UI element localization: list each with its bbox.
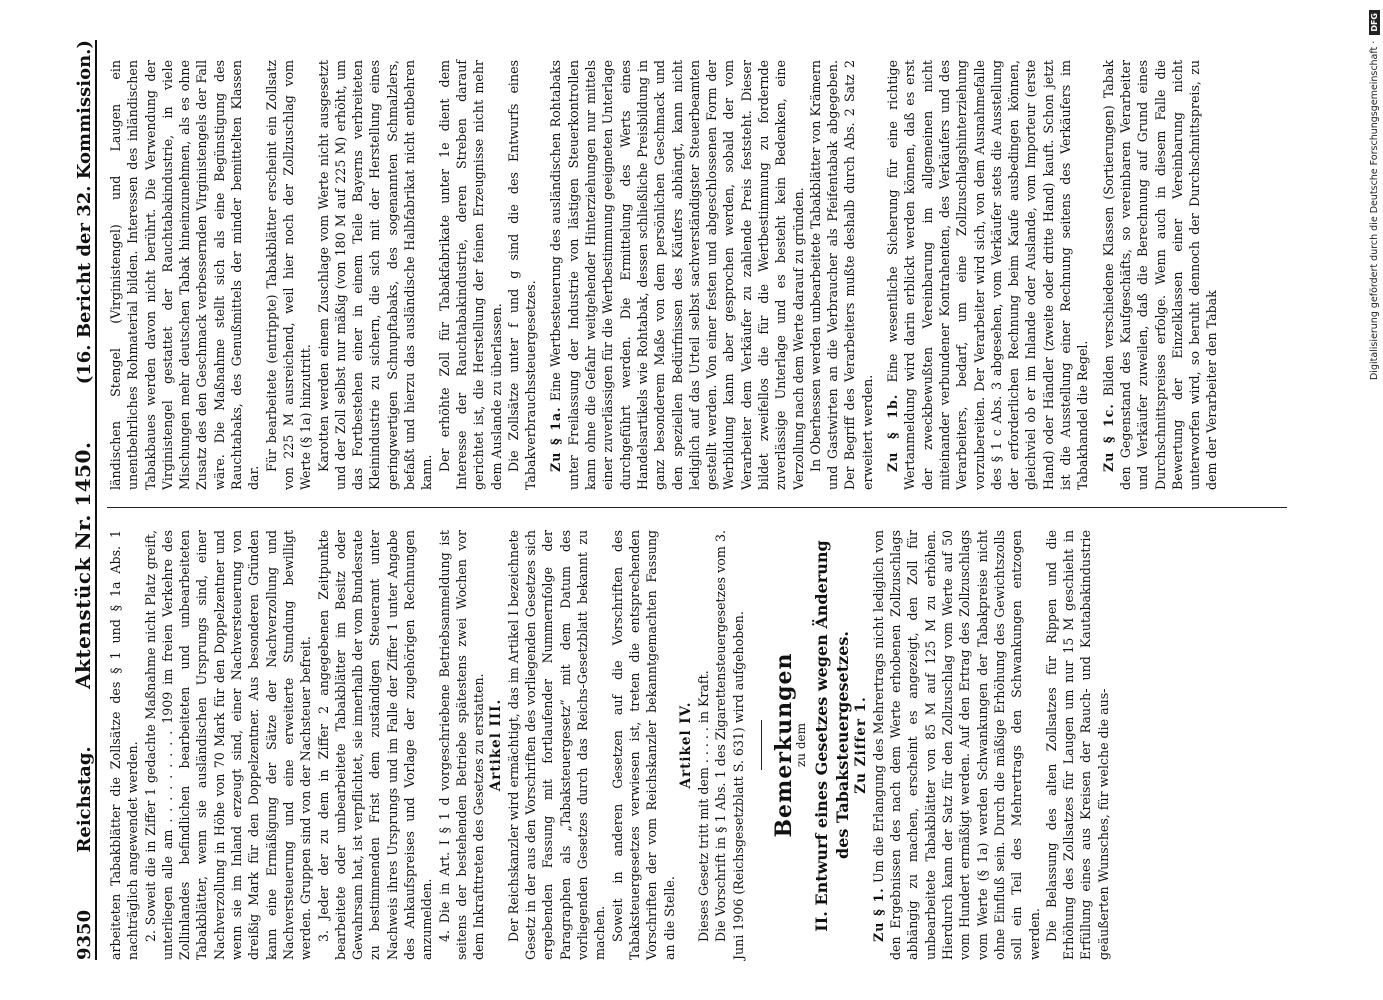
paragraph (870, 530, 1043, 960)
remarks-subheading: zu dem (794, 722, 809, 768)
paragraph: Karotten werden einem Zuschlage vom Werte nicht ausgesetzt und der Zoll selbst nur mäßig (von 180 M auf 225 M) erhöht, um das Fortbestehen einer in einem Teile Bayerns verbreiteten Kleinindustrie zu sichern, die sich mit der Herstellung eines geringwertigen Schnupftabaks, des sogenannten Schmalzlers, befaßt und hierzu das ausländische Halbfabrikat nicht entbehren kann. (315, 60, 435, 490)
article-heading: Artikel IV. (677, 701, 694, 789)
digitization-credit (1361, 0, 1383, 1000)
paragraph: 2. Soweit die in Ziffer 1 gedachte Maßnahme nicht Platz greift, unterliegen alle am . . . . . . . . . 1909 im freien Verkehre des Zollinlandes befindlichen bearbeiteten und unbearbeiteten Tabakblätter, wenn sie ausländischen Ursprungs sind, einer Nachverzollung in Höhe von 70 Mark für den Doppelzentner und wenn sie im Inland erzeugt sind, einer Nachversteuerung von dreißig Mark für den Doppelzentner. Aus besonderen Gründen kann eine Ermäßigung der Sätze der Nachverzollung und Nachversteuerung und eine erweiterte Stundung bewilligt werden. Gruppen sind von der Nachsteuer befreit. (142, 530, 314, 960)
column-divider (107, 507, 1287, 508)
paragraph: Die Vorschrift in § 1 Abs. 1 des Zigarettensteuergesetzes vom 3. Juni 1906 (Reichsgesetzblatt S. 631) wird aufgehoben. (713, 530, 746, 960)
subsection-heading: Zu Ziffer 1. (852, 696, 869, 794)
right-column (107, 60, 1221, 490)
paragraph: Der erhöhte Zoll für Tabakfabrikate unter 1e dient dem Interesse der Rauchtabakindustrie, deren Streben darauf gerichtet ist, die Herstellung der feinen Erzeugnisse nicht mehr dem Auslande zu überlassen. (436, 60, 504, 490)
paragraph: Die Zollsätze unter f und g sind die des Entwurfs eines Tabakverbrauchssteuergesetzes. (505, 60, 539, 490)
paragraph: Soweit in anderen Gesetzen auf die Vorschriften des Tabaksteuergesetzes verwiesen ist, treten die entsprechenden Vorschriften der vom Reichskanzler bekanntgemachten Fassung an die Stelle. (609, 530, 677, 960)
paragraph: Dieses Gesetz tritt mit dem . . . . . in Kraft. (696, 670, 712, 942)
publisher-label: Reichstag. (74, 746, 95, 853)
credit-text: Digitalisierung gefördert durch die Deutsche Forschungsgemeinschaft · (1368, 40, 1380, 381)
section-label: Zu § 1. (870, 887, 886, 942)
paragraph (1100, 60, 1221, 490)
paragraph: 4. Die in Art. I § 1 d vorgeschriebene Betriebsanmeldung ist seitens der bestehenden Betriebe spätestens zwei Wochen vor dem Inkrafttreten des Gesetzes zu erstatten. (436, 530, 487, 960)
paragraph (884, 60, 1092, 490)
remarks-heading: Bemerkungen (770, 652, 797, 838)
section-text: Eine Wertbesteuerung des ausländischen Rohtabaks unter Freilassung der Industrie von lästigen Steuerkontrollen kann ohne die Gefahr weitgehender Hinterziehungen nur mittels einer zuverlässigen für die Wertbestimmung geeigneten Unterlage durchgeführt werden. Die Ermittelung des Werts eines Handelsartikels wie Rohtabak, dessen schließliche Preisbildung in ganz besonderem Maße von dem persönlichen Geschmack und den speziellen Bedürfnissen des Käufers abhängt, kann nicht lediglich auf das Urteil selbst sachverständigster Steuerbeamten gestellt werden. Von einer festen und abgeschlossenen Form der Werbildung kann aber gesprochen werden, sobald der vom Verarbeiter dem Verkäufer zu zahlende Preis feststeht. Dieser bildet zweifellos die für die Wertbestimmung zu fordernde zuverlässige Unterlage und es besteht kein Bedenken, eine Verzollung nach dem Werte darauf zu gründen. (548, 60, 806, 490)
section-text: Um die Erlangung des Mehrertrags nicht lediglich von den Ergebnissen des nach dem Werte erhobenen Zollzuschlags abhängig zu machen, erscheint es angezeigt, den Zoll für unbearbeitete Tabakblätter von 85 M auf 125 M zu erhöhen. Hierdurch kann der Satz für den Zollzuschlag vom Werte auf 50 vom Hundert ermäßigt werden. Auf den Ertrag des Zollzuschlags vom Werte (§ 1a) werden Schwankungen der Tabakpreise nicht ohne Einfluß sein. Durch die mäßige Erhöhung des Gewichtszolls soll ein Teil des Mehrertrags den Schwankungen entzogen werden. (870, 530, 1042, 960)
paragraph: ländischen Stengel (Virginistengel) und Laugen ein unentbehrliches Rohmaterial bilden. Interessen des inländischen Tabakbaues werden davon nicht berührt. Die Verwendung der Virginistengel gestattet der Rauchtabakindustrie, in viele Mischungen mehr deutschen Tabak hineinzunehmen, als es ohne Zusatz des den Geschmack verbessernden Virginistengels der Fall wäre. Die Maßnahme stellt sich als eine Begünstigung des Rauchtabaks, des Genußmittels der minder bemittelten Klassen dar. (108, 60, 262, 490)
document-title: Aktenstück Nr. 1450. (71, 441, 95, 690)
section-label: Zu § 1c. (1100, 403, 1116, 472)
paragraph: Die Belassung des alten Zollsatzes für Rippen und die Erhöhung des Zollsatzes für Laugen um nur 15 M geschieht in Erfüllung eines aus Kreisen der Rauch- und Kautabakindustrie geäußerten Wunsches, für welche die aus- (1043, 530, 1111, 960)
paragraph: Der Reichskanzler wird ermächtigt, das im Artikel I bezeichnete Gesetz in der aus den Vorschriften des vorliegenden Gesetzes sich ergebenden Fassung mit fortlaufender Nummernfolge der Paragraphen als „Tabaksteuergesetz“ mit dem Datum des vorliegenden Gesetzes durch das Reichs-Gesetzblatt bekannt zu machen. (505, 530, 608, 960)
document-page (55, 40, 1315, 960)
paragraph: In Oberhessen werden unbearbeitete Tabakblätter von Krämern und Gastwirten an die Verbraucher als Pfeifentabak abgegeben. Der Begriff des Verarbeiters mußte deshalb durch Abs. 2 Satz 2 erweitert werden. (807, 60, 875, 490)
section-text: Bilden verschiedene Klassen (Sortierungen) Tabak den Gegenstand des Kaufgeschäfts, so vereinbaren Verarbeiter und Verkäufer zuweilen, daß die Berechnung auf Grund eines Durchschnittspreises erfolge. Wenn auch in diesem Falle die Bewertung der Einzelklassen einer Vereinbarung nicht unterworfen wird, so beruht dennoch der Durchschnittspreis, zu dem der Verarbeiter den Tabak (1100, 60, 1220, 490)
dfg-logo: DFG (1369, 10, 1380, 35)
left-column (107, 530, 1112, 960)
paragraph (547, 60, 806, 490)
report-title: (16. Bericht der 32. Kommission.) (74, 40, 95, 385)
section-text: Eine wesentliche Sicherung für eine richtige Wertanmeldung wird darin erblickt werden können, daß es erst der zweckbewußten Vereinbarung im allgemeinen nicht miteinander verbundener Kontrahenten, des Verkäufers und des Verarbeiters, bedarf, um eine Zollzuschlagshinterziehung vorzubereiten. Der Verarbeiter wird sich, von dem Ausnahmefalle des § 1 c Abs. 3 abgesehen, vom Verkäufer stets die Ausstellung der erforderlichen Rechnung beim Kaufe ausbedingen können, gleichviel ob er im Inlande oder Auslande, vom Importeur (erste Hand) oder Händler (zweite oder dritte Hand) kauft. Schon jetzt ist die Ausstellung einer Rechnung seitens des Verkäufers im Tabakhandel die Regel. (885, 60, 1091, 490)
credit-line (1363, 0, 1383, 1000)
page-number: 9350 (74, 909, 95, 960)
separator-rule (761, 720, 762, 770)
paragraph: 3. Jeder der zu dem in Ziffer 2 angegebenen Zeitpunkte bearbeitete oder unbearbeitete Tabakblätter im Besitz oder Gewahrsam hat, ist verpflichtet, sie innerhalb der vom Bundesrate zu bestimmenden Frist dem zuständigen Steueramt unter Nachweis ihres Ursprungs und im Falle der Ziffer 1 unter Angabe des Ankaufspreises und Vorlage der zugehörigen Rechnungen anzumelden. (315, 530, 435, 960)
article-heading: Artikel III. (487, 698, 504, 792)
page-header (55, 40, 97, 960)
section-title: II. Entwurf eines Gesetzes wegen Änderung des Tabaksteuergesetzes. (811, 540, 852, 932)
paragraph: arbeiteten Tabakblätter die Zollsätze des § 1 und § 1a Abs. 1 nachträglich angewendet werden. (108, 530, 141, 960)
section-label: Zu § 1b. (885, 393, 901, 472)
section-label: Zu § 1a. (548, 406, 564, 472)
paragraph: Für bearbeitete (entrippte) Tabakblätter erscheint ein Zollsatz von 225 M ausreichend, weil hier noch der Zollzuschlag vom Werte (§ 1a) hinzutritt. (263, 60, 314, 490)
